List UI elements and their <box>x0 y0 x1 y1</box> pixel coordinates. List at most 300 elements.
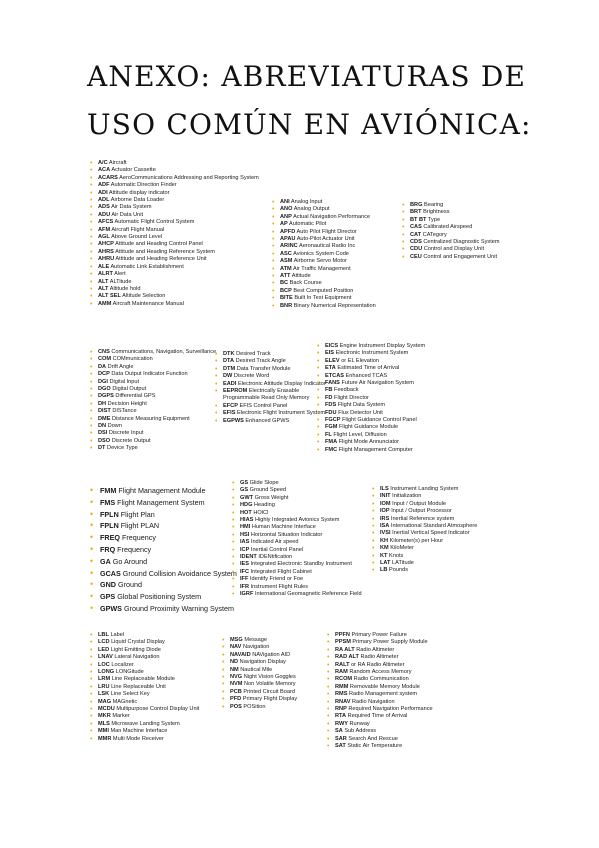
abbreviation-meaning: Electronic Instrument System <box>335 350 409 357</box>
abbreviation-item <box>90 713 215 720</box>
abbreviation-item <box>215 388 315 403</box>
abbreviation-item <box>327 676 447 683</box>
abbreviation-meaning: Built In Test Equipment <box>294 295 352 302</box>
abbreviation-code: IDENT <box>240 554 257 561</box>
abbreviation-meaning: POSition <box>243 703 266 710</box>
abbreviation-item <box>232 480 372 487</box>
abbreviation-list <box>232 480 372 599</box>
abbreviation-code: DSO <box>98 437 111 444</box>
abbreviation-code: ALE <box>98 263 110 270</box>
abbreviation-item <box>90 301 270 308</box>
abbreviation-item <box>402 202 522 209</box>
abbreviation-item <box>222 681 317 688</box>
abbreviation-item <box>90 386 220 393</box>
abbreviation-item <box>222 644 317 651</box>
abbreviation-meaning: Flight Guidance Module <box>339 424 399 431</box>
abbreviation-code: EGPWS <box>223 417 244 424</box>
abbreviation-item <box>272 236 392 243</box>
abbreviation-meaning: Device Type <box>107 445 138 452</box>
abbreviation-meaning: Distance Measuring Equipment <box>112 415 190 422</box>
abbreviation-meaning: Integrated Flight Cabinet <box>250 568 312 575</box>
abbreviation-meaning: MAGnetic <box>112 698 138 705</box>
abbreviation-item <box>402 246 522 253</box>
abbreviation-meaning: Enhanced TCAS <box>345 372 388 379</box>
abbreviation-meaning: Altitude Selection <box>122 293 166 300</box>
abbreviation-item <box>272 214 392 221</box>
abbreviation-item <box>222 659 317 666</box>
abbreviation-item <box>272 266 392 273</box>
abbreviation-item <box>90 234 270 241</box>
abbreviation-meaning: Air Traffic Management <box>292 265 351 272</box>
abbreviation-meaning: Binary Numerical Representation <box>293 302 376 309</box>
abbreviation-item <box>372 501 512 508</box>
abbreviation-code: NAV <box>230 644 242 651</box>
abbreviation-item <box>215 373 315 380</box>
abbreviation-item <box>90 227 270 234</box>
abbreviation-code: BRG <box>410 202 423 208</box>
abbreviation-code: ALT <box>98 285 109 292</box>
abbreviation-meaning: IDENtification <box>258 554 293 561</box>
abbreviation-code: RAD ALT <box>335 654 359 661</box>
abbreviation-meaning: Attitude and Heading Reference Unit <box>115 256 207 263</box>
abbreviation-list <box>272 199 392 310</box>
abbreviation-code: GCAS <box>100 568 121 578</box>
abbreviation-meaning: Instrument Landing System <box>390 486 459 492</box>
abbreviation-code: PCB <box>230 688 242 695</box>
abbreviation-meaning: Actuator Cassette <box>111 167 156 174</box>
abbreviation-meaning: Type <box>427 216 441 223</box>
abbreviation-item <box>215 418 315 425</box>
abbreviation-code: APAU <box>280 236 296 243</box>
abbreviation-code: DT <box>98 445 106 452</box>
abbreviation-list <box>317 343 447 454</box>
abbreviation-code: PPFN <box>335 632 350 638</box>
abbreviation-item <box>372 516 512 523</box>
abbreviation-code: SAT <box>335 743 346 750</box>
abbreviation-code: ICP <box>240 546 250 553</box>
abbreviation-meaning: AeroCommunications Addressing and Reporting System <box>119 174 259 181</box>
abbreviation-item <box>402 239 522 246</box>
abbreviation-code: RWY <box>335 720 348 727</box>
abbreviation-code: LNAV <box>98 654 113 661</box>
abbreviation-code: AHRS <box>98 248 114 255</box>
abbreviation-meaning: Glide Slope <box>249 480 279 486</box>
abbreviation-item <box>317 365 447 372</box>
abbreviation-item <box>90 509 230 521</box>
abbreviation-item <box>317 358 447 365</box>
abbreviation-code: DCP <box>98 371 110 378</box>
abbreviation-meaning: Knots <box>389 552 404 559</box>
abbreviation-code: DH <box>98 400 107 407</box>
abbreviation-item <box>90 160 270 167</box>
abbreviation-item <box>317 410 447 417</box>
abbreviation-code: DGI <box>98 378 108 385</box>
abbreviation-item <box>215 366 315 373</box>
abbreviation-meaning: NAVigation AID <box>252 651 291 658</box>
abbreviation-meaning: Centralized Diagnostic System <box>423 239 500 246</box>
abbreviation-code: DTK <box>223 351 235 357</box>
abbreviation-meaning: Flight Management System <box>117 497 205 507</box>
abbreviation-meaning: Required Navigation Performance <box>348 706 433 713</box>
abbreviation-code: HOT <box>240 509 252 516</box>
abbreviation-item <box>90 669 215 676</box>
abbreviation-code: LOC <box>98 661 110 668</box>
abbreviation-code: DGO <box>98 386 111 393</box>
abbreviation-meaning: Flight Management Computer <box>338 446 413 453</box>
abbreviation-meaning: Drift Angle <box>107 363 134 370</box>
abbreviation-item <box>327 699 447 706</box>
abbreviation-code: EFCP <box>223 402 238 409</box>
abbreviation-code: MMR <box>98 735 112 742</box>
abbreviation-meaning: Lateral Navigation <box>114 654 160 661</box>
abbreviation-item <box>90 579 230 591</box>
abbreviation-meaning: Frequency <box>121 533 156 543</box>
abbreviation-item <box>90 197 270 204</box>
abbreviation-item <box>90 204 270 211</box>
abbreviation-code: ACA <box>98 167 111 174</box>
abbreviation-item <box>90 438 220 445</box>
abbreviation-item <box>317 373 447 380</box>
abbreviation-code: AGL <box>98 234 110 241</box>
abbreviation-meaning: Nautical Mile <box>240 666 273 673</box>
abbreviation-item <box>90 256 270 263</box>
abbreviation-item <box>317 447 447 454</box>
abbreviation-item <box>90 699 215 706</box>
abbreviation-item <box>317 395 447 402</box>
abbreviation-meaning: Discrete Input <box>108 430 144 437</box>
abbreviation-meaning: Enhanced GPWS <box>245 417 290 424</box>
abbreviation-meaning: Flight Guidance Control Panel <box>342 417 417 424</box>
abbreviation-meaning: Initialization <box>392 493 422 500</box>
abbreviation-meaning: Non Volatile Memory <box>244 681 296 688</box>
abbreviation-item <box>232 547 372 554</box>
abbreviation-item <box>90 349 220 356</box>
abbreviation-code: FGCP <box>325 417 341 424</box>
abbreviation-meaning: EFIS Control Panel <box>239 402 288 409</box>
abbreviation-meaning: Electronic Flight Instrument System <box>237 410 325 417</box>
abbreviation-meaning: Actual Navigation Performance <box>293 213 371 220</box>
abbreviation-item <box>90 721 215 728</box>
document-title-line-1: ANEXO: ABREVIATURAS DE <box>87 60 527 93</box>
abbreviation-item <box>222 652 317 659</box>
abbreviation-item <box>90 544 230 556</box>
abbreviation-code: EADI <box>223 380 237 387</box>
abbreviation-meaning: or EL Elevation <box>341 357 379 364</box>
abbreviation-code: LAT <box>380 560 391 567</box>
abbreviation-code: NAVAID <box>230 651 251 658</box>
abbreviation-meaning: Radio Communication <box>353 676 409 683</box>
abbreviation-code: ISA <box>380 523 390 530</box>
abbreviation-meaning: Heading <box>254 502 275 509</box>
abbreviation-code: FMS <box>100 497 116 507</box>
abbreviation-item <box>372 493 512 500</box>
abbreviation-item <box>327 706 447 713</box>
abbreviation-item <box>317 439 447 446</box>
abbreviation-code: FL <box>325 431 332 438</box>
abbreviation-code: ILS <box>380 486 389 492</box>
abbreviation-code: FB <box>325 387 333 394</box>
abbreviation-item <box>90 371 220 378</box>
abbreviation-item <box>327 632 447 639</box>
abbreviation-item <box>327 669 447 676</box>
abbreviation-code: AFM <box>98 226 111 233</box>
abbreviation-item <box>90 249 270 256</box>
abbreviation-item <box>90 219 270 226</box>
abbreviation-meaning: Global Positioning System <box>117 592 202 602</box>
abbreviation-item <box>90 445 220 452</box>
abbreviation-item <box>90 408 220 415</box>
abbreviation-item <box>90 286 270 293</box>
abbreviation-meaning: Auto Pilot Flight Director <box>296 228 357 235</box>
abbreviation-item <box>402 209 522 216</box>
abbreviation-item <box>327 639 447 646</box>
abbreviation-meaning: Man Machine Interface <box>110 728 168 735</box>
abbreviation-item <box>232 539 372 546</box>
abbreviation-code: ANP <box>280 213 292 220</box>
abbreviation-item <box>90 167 270 174</box>
abbreviation-code: BNR <box>280 302 293 309</box>
abbreviation-meaning: LONGitude <box>115 669 144 676</box>
abbreviation-code: CNS <box>98 349 110 355</box>
abbreviation-meaning: Back Course <box>289 280 322 287</box>
abbreviation-code: LRM <box>98 676 111 683</box>
abbreviation-meaning: Localizer <box>111 661 134 668</box>
abbreviation-meaning: LATitude <box>392 560 414 567</box>
abbreviation-code: ANO <box>280 206 293 213</box>
abbreviation-item <box>90 684 215 691</box>
abbreviation-meaning: Horizontal Situation Indicator <box>250 531 323 538</box>
abbreviation-code: ATT <box>280 273 291 280</box>
abbreviation-meaning: Aeronautical Radio Inc <box>298 243 356 250</box>
abbreviation-item <box>372 508 512 515</box>
abbreviation-code: ASM <box>280 258 293 265</box>
abbreviation-meaning: Kilometer(s) per Hour <box>389 537 444 544</box>
abbreviation-list <box>215 351 326 425</box>
abbreviation-meaning: Aircraft Flight Manual <box>111 226 165 233</box>
abbreviation-item <box>90 279 270 286</box>
abbreviation-item <box>272 251 392 258</box>
abbreviation-code: AFCS <box>98 219 114 226</box>
abbreviation-list <box>372 486 512 575</box>
abbreviation-meaning: Static Air Temperature <box>347 743 403 750</box>
abbreviation-meaning: Integrated Electronic Standby Instrument <box>250 561 352 568</box>
abbreviation-code: CDS <box>410 239 422 246</box>
abbreviation-meaning: Aircraft Maintenance Manual <box>112 300 184 307</box>
abbreviation-code: FMM <box>100 486 117 495</box>
abbreviation-meaning: Decision Height <box>107 400 147 407</box>
abbreviation-item <box>215 351 315 358</box>
abbreviation-code: MKR <box>98 713 111 720</box>
abbreviation-item <box>90 603 234 615</box>
abbreviation-item <box>222 689 317 696</box>
abbreviation-item <box>90 691 215 698</box>
abbreviation-code: ADF <box>98 182 110 189</box>
abbreviation-meaning: Identify Friend or Foe <box>249 576 304 583</box>
abbreviation-code: IVSI <box>380 530 391 537</box>
abbreviation-meaning: ALTitude <box>109 278 132 285</box>
abbreviation-meaning: Altitude hold <box>109 285 141 292</box>
abbreviation-meaning: Attitude display indicator <box>108 189 170 196</box>
abbreviation-code: MSG <box>230 637 243 643</box>
abbreviation-item <box>327 728 447 735</box>
abbreviation-code: GA <box>100 556 111 566</box>
abbreviation-meaning: Digital Input <box>109 378 140 385</box>
abbreviation-item <box>272 288 392 295</box>
abbreviation-code: BC <box>280 280 289 287</box>
abbreviation-code: IFR <box>240 583 250 590</box>
abbreviation-item <box>90 556 230 568</box>
abbreviation-code: AHCP <box>98 241 114 248</box>
abbreviation-meaning: Attitude and Heading Reference System <box>115 248 215 255</box>
abbreviation-meaning: Human Machine Interface <box>251 524 316 531</box>
abbreviation-meaning: Automatic Link Establishment <box>110 263 184 270</box>
abbreviation-meaning: Ground Collision Avoidance System <box>122 568 237 578</box>
abbreviation-meaning: Line Replaceable Module <box>111 676 175 683</box>
abbreviation-item <box>317 343 447 350</box>
abbreviation-item <box>372 545 512 552</box>
abbreviation-code: HSI <box>240 531 250 538</box>
abbreviation-item <box>327 662 447 669</box>
abbreviation-code: APFD <box>280 228 296 235</box>
abbreviation-item <box>90 393 220 400</box>
abbreviation-meaning: Best Computed Position <box>293 287 354 294</box>
abbreviation-code: GPWS <box>100 603 122 613</box>
abbreviation-meaning: Attitude <box>291 273 311 280</box>
abbreviation-code: RCOM <box>335 676 353 683</box>
abbreviation-meaning: Highly Integrated Avionics System <box>254 517 340 524</box>
abbreviation-code: FGM <box>325 424 338 431</box>
abbreviation-meaning: COMmunication <box>112 356 153 363</box>
abbreviation-code: IFF <box>240 576 249 583</box>
abbreviation-meaning: Removable Memory Module <box>349 683 420 690</box>
abbreviation-meaning: Electrically Erasable Programmable Read Only Memory <box>223 388 310 402</box>
abbreviation-code: LB <box>380 567 388 574</box>
abbreviation-meaning: Marker <box>112 713 130 720</box>
abbreviation-meaning: or RA Radio Altimeter <box>351 661 405 668</box>
abbreviation-code: RA ALT <box>335 646 355 653</box>
abbreviation-item <box>317 402 447 409</box>
abbreviation-code: DW <box>223 373 233 380</box>
abbreviation-item <box>327 736 447 743</box>
abbreviation-meaning: Electronic Attitude Display Indicator <box>237 380 326 387</box>
abbreviation-meaning: Label <box>110 632 125 638</box>
abbreviation-meaning: Desired Track <box>236 351 271 357</box>
abbreviation-code: ASC <box>280 250 292 257</box>
abbreviation-code: ADS <box>98 204 110 211</box>
abbreviation-code: PPSM <box>335 639 351 646</box>
abbreviation-item <box>222 696 317 703</box>
abbreviation-code: FD <box>325 394 333 401</box>
abbreviation-meaning: Night Vision Goggles <box>243 674 296 681</box>
abbreviation-code: ALRT <box>98 271 113 278</box>
abbreviation-meaning: Alert <box>114 271 126 278</box>
abbreviation-code: RMM <box>335 683 349 690</box>
abbreviation-code: EFIS <box>223 410 236 417</box>
abbreviation-item <box>232 569 372 576</box>
abbreviation-code: NVM <box>230 681 243 688</box>
abbreviation-meaning: Line Select Key <box>110 691 150 698</box>
abbreviation-code: GS <box>240 480 249 486</box>
abbreviation-code: MAG <box>98 698 112 705</box>
abbreviation-item <box>90 430 220 437</box>
abbreviation-meaning: Automatic Flight Control System <box>114 219 195 226</box>
abbreviation-code: LONG <box>98 669 115 676</box>
abbreviation-meaning: Calibrated Airspeed <box>423 224 473 231</box>
abbreviation-code: ETCAS <box>325 372 344 379</box>
abbreviation-code: FPLN <box>100 509 119 519</box>
abbreviation-item <box>372 538 512 545</box>
abbreviation-meaning: Automatic Pilot <box>289 221 327 228</box>
abbreviation-meaning: Differential GPS <box>115 393 156 400</box>
abbreviation-item <box>232 576 372 583</box>
abbreviation-meaning: Discrete Word <box>233 373 270 380</box>
abbreviation-item <box>222 674 317 681</box>
abbreviation-code: LRU <box>98 683 110 690</box>
abbreviation-item <box>90 497 230 509</box>
abbreviation-meaning: Flight Mode Annunciator <box>338 439 400 446</box>
abbreviation-meaning: Brightness <box>423 209 450 216</box>
abbreviation-meaning: Primary Power Failure <box>351 632 407 638</box>
abbreviation-meaning: Data Transfer Module <box>236 365 291 372</box>
abbreviation-code: HMI <box>240 524 251 531</box>
abbreviation-meaning: Aircraft <box>108 160 127 166</box>
abbreviation-item <box>90 212 270 219</box>
abbreviation-item <box>90 676 215 683</box>
abbreviation-meaning: Attitude and Heading Control Panel <box>115 241 203 248</box>
abbreviation-meaning: Search And Rescue <box>348 735 398 742</box>
abbreviation-meaning: Flight Director <box>334 394 369 401</box>
abbreviation-code: HDG <box>240 502 253 509</box>
abbreviation-meaning: Communications, Navigation, Surveillance <box>111 349 217 355</box>
abbreviation-item <box>372 523 512 530</box>
abbreviation-list <box>90 160 270 308</box>
abbreviation-item <box>317 387 447 394</box>
abbreviation-code: BITE <box>280 295 293 302</box>
abbreviation-meaning: Input / Output Processor <box>391 508 452 515</box>
abbreviation-meaning: Gross Weight <box>254 494 289 501</box>
abbreviation-code: MCDU <box>98 706 115 713</box>
abbreviation-code: HIAS <box>240 517 254 524</box>
abbreviation-item <box>90 654 215 661</box>
abbreviation-item <box>402 224 522 231</box>
abbreviation-meaning: Automatic Direction Finder <box>110 182 177 189</box>
abbreviation-item <box>272 243 392 250</box>
abbreviation-code: LBL <box>98 632 109 638</box>
abbreviation-code: AHRU <box>98 256 115 263</box>
abbreviation-meaning: Multipurpose Control Display Unit <box>116 706 200 713</box>
abbreviation-item <box>90 293 270 300</box>
abbreviation-item <box>372 553 512 560</box>
abbreviation-code: RNP <box>335 706 347 713</box>
abbreviation-meaning: Control and Display Unit <box>423 246 485 253</box>
abbreviation-list <box>90 485 237 615</box>
abbreviation-item <box>232 517 372 524</box>
abbreviation-meaning: Flight Management Module <box>118 486 206 495</box>
abbreviation-item <box>215 380 326 388</box>
abbreviation-code: ALT SEL <box>98 293 121 300</box>
abbreviation-code: MMI <box>98 728 109 735</box>
abbreviation-code: IRS <box>380 515 390 522</box>
abbreviation-code: FPLN <box>100 521 119 531</box>
abbreviation-item <box>90 401 220 408</box>
abbreviation-meaning: International Geomagnetic Reference Field <box>254 591 362 598</box>
abbreviation-item <box>90 423 220 430</box>
abbreviation-item <box>90 379 220 386</box>
abbreviation-code: BCP <box>280 287 292 294</box>
abbreviation-meaning: Message <box>244 637 268 643</box>
abbreviation-item <box>327 743 447 750</box>
abbreviation-item <box>232 554 372 561</box>
